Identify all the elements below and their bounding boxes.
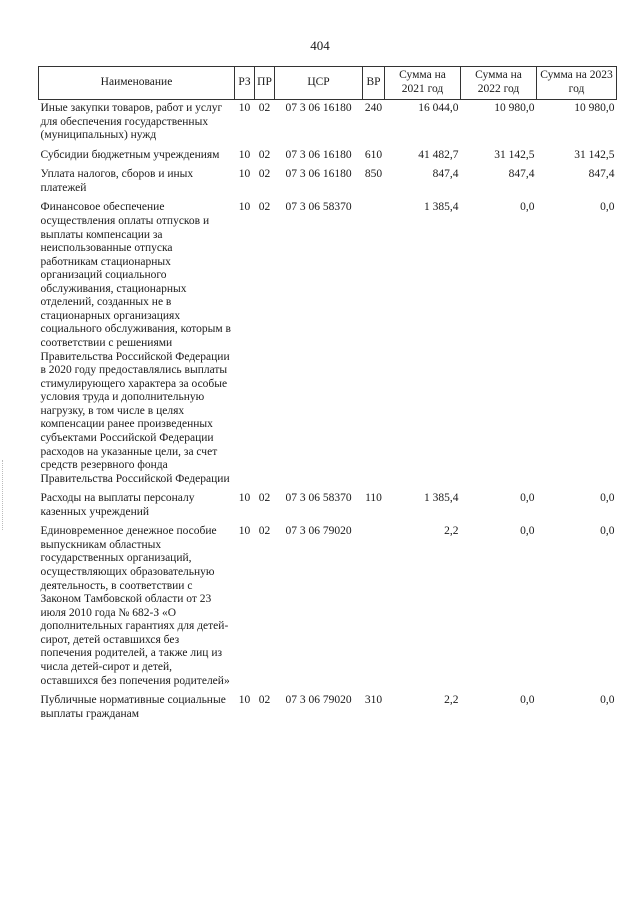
table-header <box>39 67 617 100</box>
row-csr: 07 3 06 79020 <box>285 525 352 538</box>
row-sum-2021: 41 482,7 <box>418 148 459 161</box>
row-csr: 07 3 06 16180 <box>285 102 352 114</box>
row-vr: 310 <box>364 694 383 707</box>
row-csr: 07 3 06 58370 <box>285 201 352 214</box>
page-number: 404 <box>310 38 330 53</box>
row-sum-2021: 847,4 <box>432 168 459 181</box>
header-rz: РЗ <box>235 67 255 100</box>
row-sum-2023: 10 980,0 <box>574 102 615 114</box>
row-name: Финансовое обеспечение осуществления оплаты отпусков и выплаты компенсации за неиспользованные отпуска работникам стационарных организаций социального обслуживания, стационарных отделений, созданных не в стационарных организациях социального обслуживания, которым в соответствии с решениями Правительства Российской Федерации в 2020 году предоставлялись выплаты стимулирующего характера за особые условия труда и дополнительную нагрузку, в том числе в целях компенсации ранее произведенных субъектами Российской Федерации расходов на указанные цели, за счет средств резервного фонда Правительства Российской Федерации <box>40 201 231 485</box>
row-name: Уплата налогов, сборов и иных платежей <box>40 168 194 194</box>
header-sum-2021: Сумма на 2021 год <box>385 67 461 100</box>
row-sum-2021: 2,2 <box>444 525 459 538</box>
budget-table <box>38 66 617 725</box>
row-rz: 10 <box>238 148 251 161</box>
row-sum-2023: 0,0 <box>600 492 615 505</box>
row-sum-2022: 847,4 <box>508 168 535 181</box>
row-sum-2022: 31 142,5 <box>494 148 535 161</box>
row-name: Субсидии бюджетным учреждениям <box>40 148 220 161</box>
table-row <box>39 523 617 692</box>
row-sum-2021: 1 385,4 <box>424 201 459 214</box>
row-sum-2023: 0,0 <box>600 525 615 538</box>
row-csr: 07 3 06 58370 <box>285 492 352 505</box>
row-pr: 02 <box>258 201 271 214</box>
header-sum-2023: Сумма на 2023 год <box>537 67 617 100</box>
row-pr: 02 <box>258 492 271 505</box>
table-body <box>39 100 617 726</box>
scan-edge-mark <box>2 460 6 530</box>
row-sum-2022: 10 980,0 <box>494 102 535 114</box>
row-sum-2023: 847,4 <box>588 168 615 181</box>
row-vr: 240 <box>364 102 383 114</box>
header-vr: ВР <box>363 67 385 100</box>
row-vr: 610 <box>364 148 383 161</box>
header-sum-2022: Сумма на 2022 год <box>461 67 537 100</box>
row-vr <box>363 523 385 692</box>
row-sum-2023: 0,0 <box>600 201 615 214</box>
row-sum-2021: 1 385,4 <box>424 492 459 505</box>
row-sum-2021: 16 044,0 <box>418 102 459 114</box>
header-pr: ПР <box>255 67 275 100</box>
row-vr <box>363 199 385 490</box>
header-name: Наименование <box>39 67 235 100</box>
row-sum-2023: 0,0 <box>600 694 615 707</box>
row-csr: 07 3 06 79020 <box>285 694 352 707</box>
row-sum-2021: 2,2 <box>444 694 459 707</box>
header-csr: ЦСР <box>275 67 363 100</box>
row-pr: 02 <box>258 148 271 161</box>
row-sum-2022: 0,0 <box>520 492 535 505</box>
row-rz: 10 <box>238 102 251 114</box>
row-pr: 02 <box>258 694 271 707</box>
row-csr: 07 3 06 16180 <box>285 168 352 181</box>
row-vr: 850 <box>364 168 383 181</box>
row-rz: 10 <box>238 694 251 707</box>
table-row <box>39 199 617 490</box>
row-pr: 02 <box>258 102 271 114</box>
row-vr: 110 <box>365 492 382 505</box>
row-name: Единовременное денежное пособие выпускникам областных государственных организаций, осуществляющих образовательную деятельность, в соответствии с Законом Тамбовской области от 23 июля 2010 года № 682-З «О дополнительных гарантиях для детей-сирот, детей оставшихся без попечения родителей, а также лиц из числа детей-сирот и детей, оставшихся без попечения родителей» <box>40 525 230 687</box>
row-rz: 10 <box>238 201 251 214</box>
row-sum-2022: 0,0 <box>520 694 535 707</box>
table-row <box>39 692 617 725</box>
row-sum-2022: 0,0 <box>520 201 535 214</box>
row-csr: 07 3 06 16180 <box>285 148 352 161</box>
row-rz: 10 <box>238 168 251 181</box>
row-name: Расходы на выплаты персоналу казенных учреждений <box>40 492 195 518</box>
table-row <box>39 147 617 167</box>
row-pr: 02 <box>258 525 271 538</box>
row-rz: 10 <box>238 525 251 538</box>
row-pr: 02 <box>258 168 271 181</box>
table-row <box>39 166 617 199</box>
row-name: Иные закупки товаров, работ и услуг для обеспечения государственных (муниципальных) нужд <box>40 102 223 142</box>
table-row <box>39 100 617 147</box>
row-sum-2022: 0,0 <box>520 525 535 538</box>
row-sum-2023: 31 142,5 <box>574 148 615 161</box>
row-name: Публичные нормативные социальные выплаты гражданам <box>40 694 226 720</box>
table-row <box>39 490 617 523</box>
row-rz: 10 <box>238 492 251 505</box>
